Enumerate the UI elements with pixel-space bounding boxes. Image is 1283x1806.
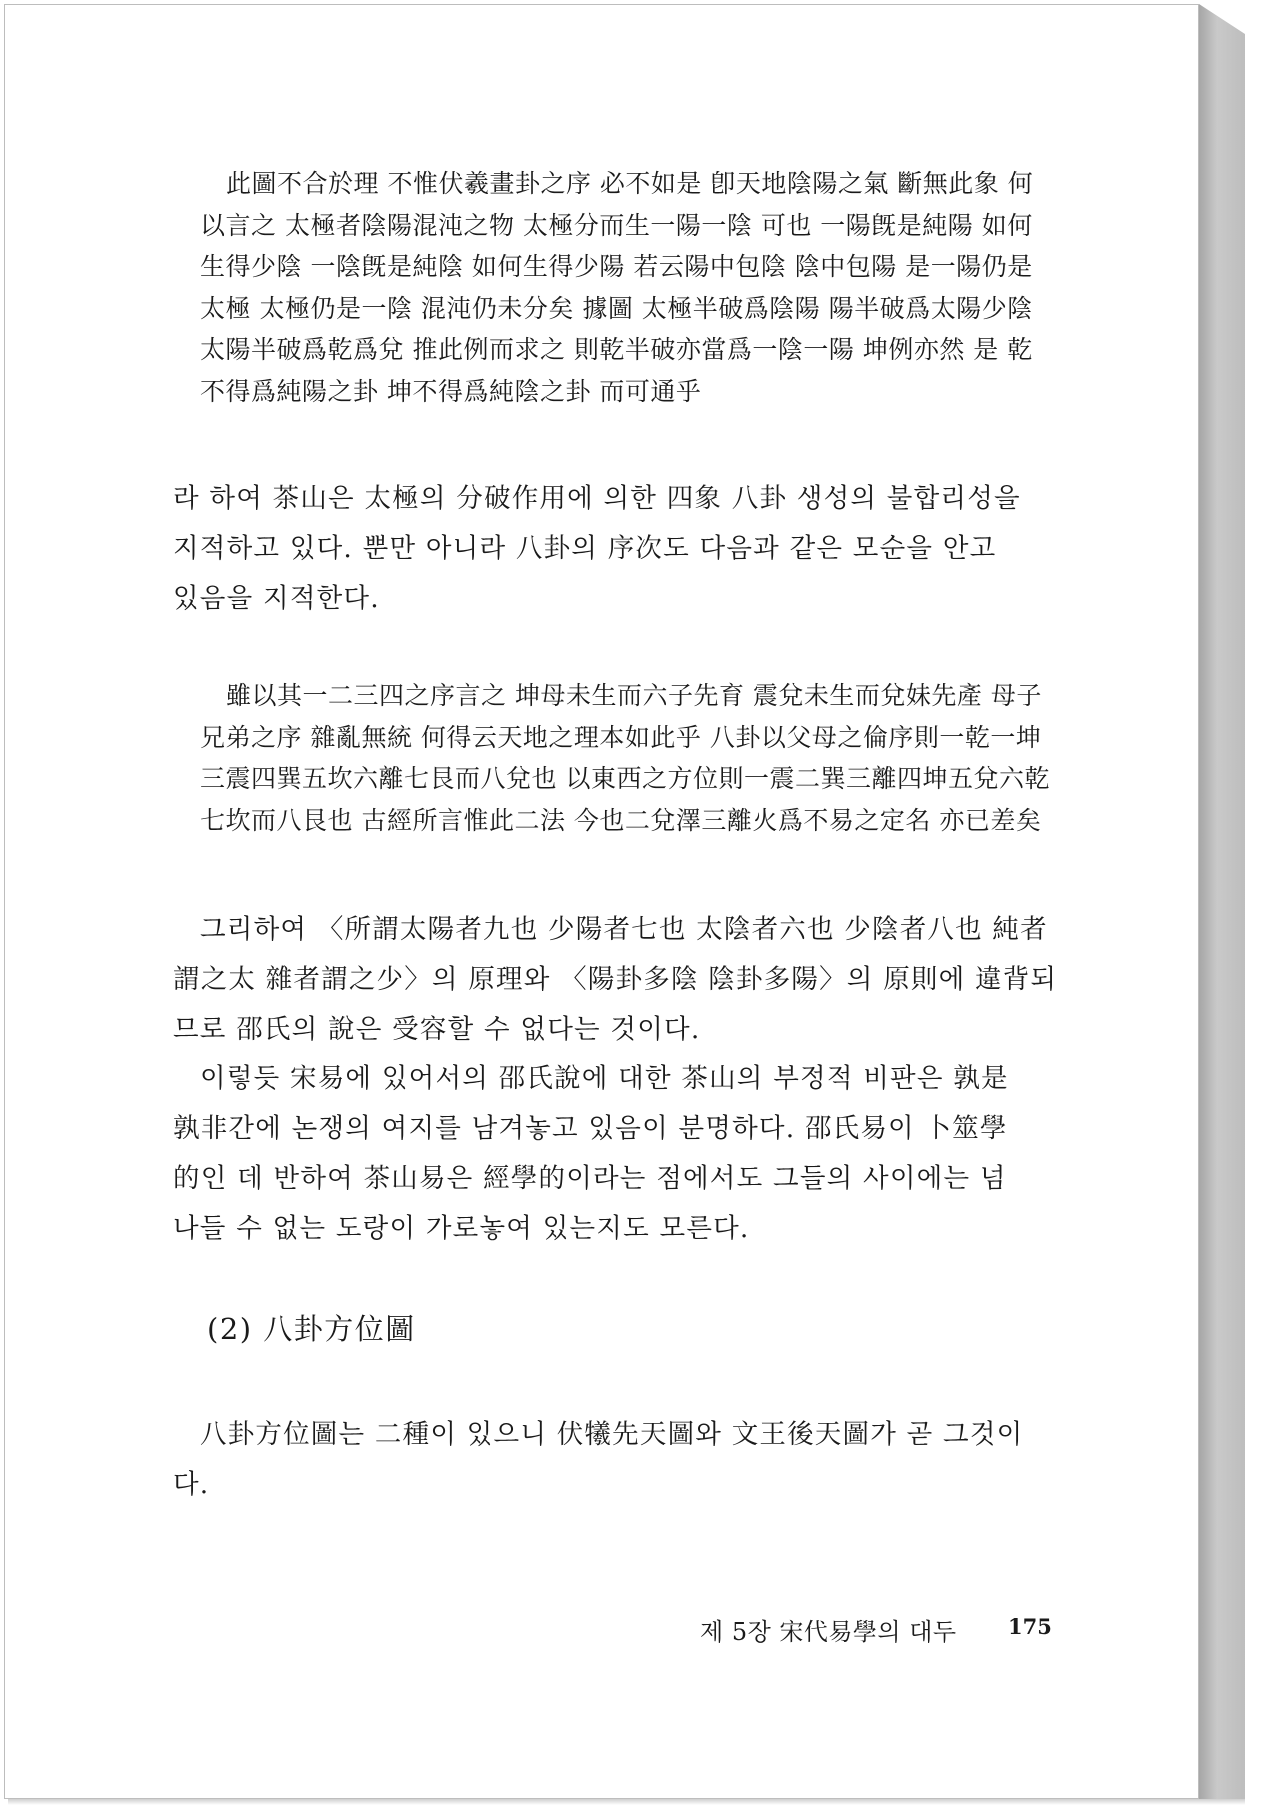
- paragraph-line: 므로 邵氏의 說은 受容할 수 없다는 것이다.: [173, 1014, 701, 1045]
- body-paragraph-3: [173, 1054, 1070, 1254]
- paragraph-line: 孰非간에 논쟁의 여지를 남겨놓고 있음이 분명하다. 邵氏易이 卜筮學: [173, 1113, 1008, 1144]
- quote-line: 此圖不合於理 不惟伏羲畫卦之序 必不如是 卽天地陰陽之氣 斷無此象 何: [226, 169, 1034, 198]
- page-number: 175: [1008, 1614, 1052, 1639]
- quote-line: 三震四巽五坎六離七艮而八兌也 以東西之方位則一震二巽三離四坤五兌六乾: [200, 764, 1050, 793]
- quote-line: 生得少陰 一陰旣是純陰 如何生得少陽 若云陽中包陰 陰中包陽 是一陽仍是: [200, 252, 1033, 281]
- block-quote-1: [200, 163, 1070, 412]
- quote-line: 太極 太極仍是一陰 混沌仍未分矣 據圖 太極半破爲陰陽 陽半破爲太陽少陰: [200, 293, 1033, 323]
- paragraph-line: 지적하고 있다. 뿐만 아니라 八卦의 序次도 다음과 같은 모순을 안고: [173, 533, 997, 564]
- body-paragraph-1: [173, 474, 1070, 624]
- page-shadow: [8, 1799, 1245, 1805]
- paragraph-line: 있음을 지적한다.: [173, 583, 380, 614]
- paragraph-line: 이렇듯 宋易에 있어서의 邵氏說에 대한 茶山의 부정적 비판은 孰是: [200, 1063, 1009, 1094]
- page-edge-3d: [1199, 4, 1245, 1799]
- running-footer-title: 제 5장 宋代易學의 대두: [700, 1618, 957, 1646]
- section-heading: (2) 八卦方位圖: [207, 1312, 416, 1346]
- paragraph-line: 나들 수 없는 도랑이 가로놓여 있는지도 모른다.: [173, 1213, 750, 1244]
- paragraph-line: 八卦方位圖는 二種이 있으니 伏犧先天圖와 文王後天圖가 곧 그것이: [200, 1419, 1024, 1450]
- quote-line: 太陽半破爲乾爲兌 推此例而求之 則乾半破亦當爲一陰一陽 坤例亦然 是 乾: [200, 335, 1033, 364]
- body-paragraph-4: [173, 1410, 1070, 1510]
- paragraph-line: 라 하여 茶山은 太極의 分破作用에 의한 四象 八卦 생성의 불합리성을: [173, 483, 1021, 514]
- paragraph-line: 그리하여 〈所謂太陽者九也 少陽者七也 太陰者六也 少陰者八也 純者: [200, 914, 1048, 945]
- quote-line: 不得爲純陽之卦 坤不得爲純陰之卦 而可通乎: [200, 376, 702, 406]
- paragraph-line: 謂之太 雜者謂之少〉의 原理와 〈陽卦多陰 陰卦多陽〉의 原則에 違背되: [173, 964, 1058, 995]
- quote-line: 雖以其一二三四之序言之 坤母未生而六子先育 震兌未生而兌妹先產 母子: [226, 681, 1042, 710]
- quote-line: 七坎而八艮也 古經所言惟此二法 今也二兌澤三離火爲不易之定名 亦已差矣: [200, 805, 1042, 835]
- paragraph-line: 的인 데 반하여 茶山易은 經學的이라는 점에서도 그들의 사이에는 넘: [173, 1163, 1007, 1194]
- paragraph-line: 다.: [173, 1469, 210, 1500]
- quote-line: 以言之 太極者陰陽混沌之物 太極分而生一陽一陰 可也 一陽旣是純陽 如何: [200, 210, 1033, 240]
- block-quote-2: [200, 675, 1070, 841]
- quote-line: 兄弟之序 雜亂無統 何得云天地之理本如此乎 八卦以父母之倫序則一乾一坤: [200, 722, 1042, 752]
- body-paragraph-2: [173, 905, 1070, 1055]
